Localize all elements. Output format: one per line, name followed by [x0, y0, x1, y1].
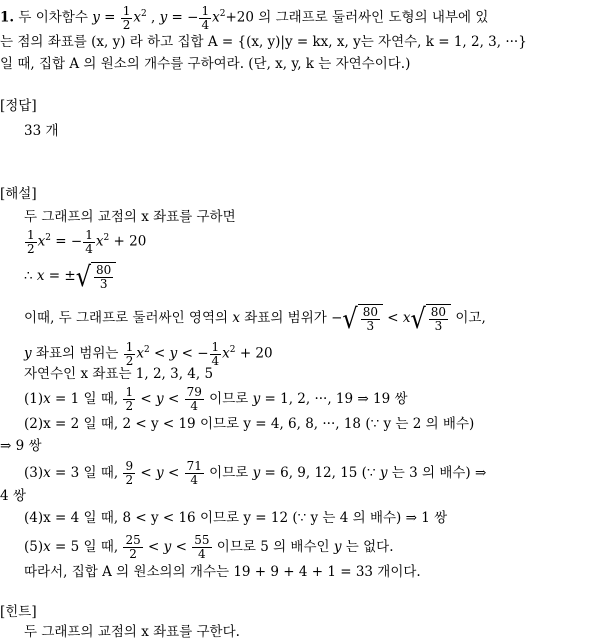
problem-line-3: 일 때, 집합 A 의 원소의 개수를 구하여라. (단, x, y, k 는 자연수이다.)	[0, 56, 411, 72]
solution-line-12: 따라서, 집합 A 의 원소의의 개수는 19 + 9 + 4 + 1 = 33 개이다.	[24, 564, 421, 580]
solution-line-3: ∴ x = ± √ $\frac{80}{3}$	[24, 262, 116, 291]
solution-line-8b: ⇒ 9 쌍	[0, 438, 42, 454]
problem-number: 1.	[0, 9, 15, 26]
solution-line-8: (2)x = 2 일 때, 2 < y < 19 이므로 y = 4, 6, 8, ···, 18 (∵ y 는 2 의 배수)	[24, 416, 475, 432]
problem-line-2: 는 점의 좌표를 (x, y) 라 하고 집합 A = {(x, y)|y = kx, x, y는 자연수, k = 1, 2, 3, ···}	[0, 34, 527, 50]
solution-line-9: (3)x = 3 일 때, $\frac{9}{2}$ < y < $\frac{71}{4}$ 이므로 y = 6, 9, 12, 15 (∵ y 는 3 의 배수) ⇒	[24, 459, 487, 487]
solution-line-2: $\frac{1}{2}$ $x^2$ = − $\frac{1}{4}$ $x^2 + 20$	[27, 227, 147, 256]
solution-line-7: (1)x = 1 일 때, $\frac{1}{2}$ < y < $\frac{79}{4}$ 이므로 y = 1, 2, ···, 19 ⇒ 19 쌍	[24, 385, 408, 413]
solution-line-6: 자연수인 x 좌표는 1, 2, 3, 4, 5	[24, 366, 214, 382]
solution-header: [해설]	[0, 186, 37, 202]
hint-header: [힌트]	[0, 604, 37, 620]
hint-text: 두 그래프의 교점의 x 좌표를 구한다.	[24, 624, 240, 640]
solution-line-4: 이때, 두 그래프로 둘러싸인 영역의 x 좌표의 범위가 − √ $\frac{80}{3}$ < x √ $\frac{80}{3}$ 이고,	[24, 302, 486, 335]
solution-line-10: (4)x = 4 일 때, 8 < y < 16 이므로 y = 12 (∵ y 는 4 의 배수) ⇒ 1 쌍	[24, 510, 448, 526]
answer-header: [정답]	[0, 98, 37, 114]
solution-line-5: y 좌표의 범위는 $\frac{1}{2}$ $x^2 < y$ < − $\frac{1}{4}$ $x^2 + 20$	[24, 339, 273, 368]
solution-line-11: (5)x = 5 일 때, $\frac{25}{2}$ < y < $\frac{55}{4}$ 이므로 5 의 배수인 y 는 없다.	[24, 533, 394, 561]
problem-line-1: 1. 두 이차함수 y = $\frac{1}{2}$ $x^2$ , y = − $\frac{1}{4}$ $x^2+20$ 의 그래프로 둘러싸인 도형의 내부에 있	[0, 3, 489, 32]
answer-value: 33 개	[24, 123, 59, 139]
solution-line-9b: 4 쌍	[0, 488, 26, 504]
solution-line-1: 두 그래프의 교점의 x 좌표를 구하면	[24, 209, 236, 225]
